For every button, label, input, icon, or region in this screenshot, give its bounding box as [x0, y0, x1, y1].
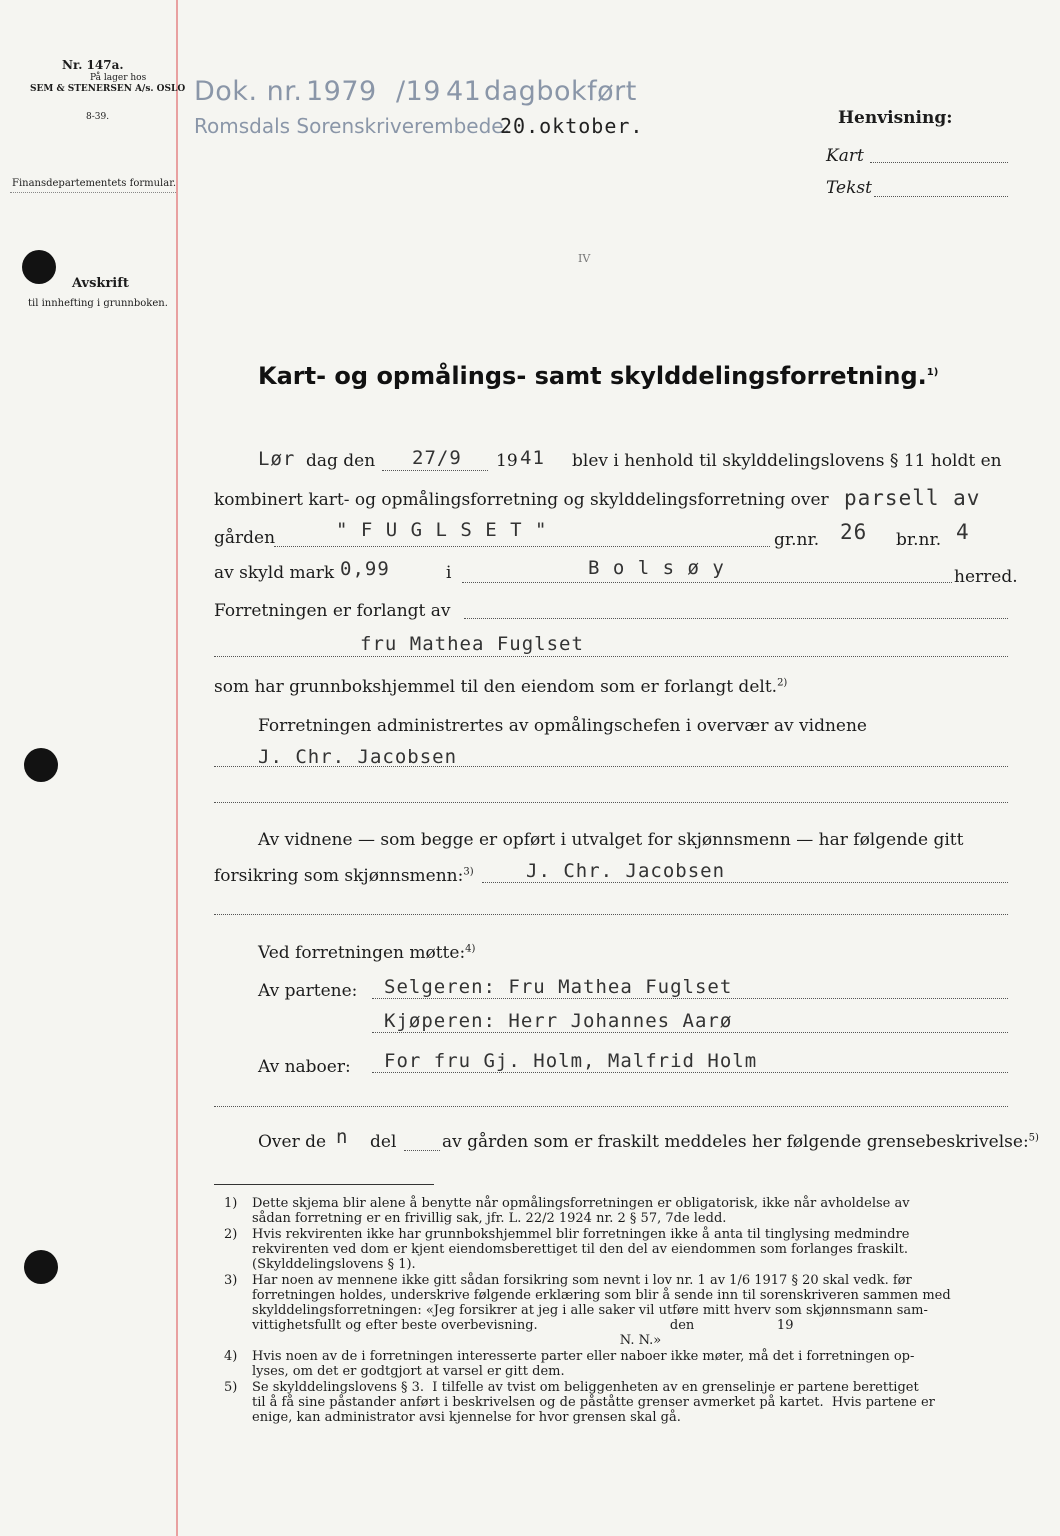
- date-line: [382, 470, 488, 471]
- herred-field: B o l s ø y: [588, 557, 725, 579]
- footnotes: [224, 1196, 1012, 1426]
- header-divider: [10, 192, 176, 193]
- year-field: 41: [520, 447, 545, 469]
- herred-label: herred.: [954, 567, 1018, 587]
- line2-text: kombinert kart- og opmålingsforretning og skylddelingsforretning over: [214, 490, 829, 510]
- avskrift-sub: til innhefting i grunnboken.: [28, 298, 168, 309]
- skjonn-line-2: [214, 914, 1008, 915]
- footnote-line: til å få sine påstander anført i beskrivelsen og de påståtte grenser avmerket på kartet. Hvis partene er: [252, 1395, 935, 1410]
- admin-line: Forretningen administrertes av opmålingschefen i overvær av vidnene: [258, 716, 867, 736]
- over-de-label: Over de: [258, 1132, 327, 1152]
- vidne-line-1: [214, 766, 1008, 767]
- footnote-4: [224, 1349, 1012, 1379]
- grunnbok-footnote-ref: 2): [777, 677, 788, 689]
- footnote-divider: [214, 1184, 434, 1185]
- selger-field: Selgeren: Fru Mathea Fuglset: [384, 976, 733, 998]
- day-field: Lør: [258, 448, 296, 470]
- department-label: Finansdepartementets formular.: [12, 178, 177, 189]
- tekst-field: [874, 196, 1008, 197]
- title-footnote-ref: 1): [926, 367, 939, 378]
- skjonn-line-1: [482, 882, 1008, 883]
- footnote-number: 1): [224, 1196, 238, 1211]
- footnote-line: skylddelingsforretningen: «Jeg forsikrer at jeg i alle saker vil utføre mitt hverv som skjønnsmann sam-: [252, 1303, 928, 1318]
- dag-den-label: dag den: [306, 451, 376, 471]
- form-date: 8-39.: [86, 112, 110, 122]
- forlangt-line: [464, 618, 1008, 619]
- naboer-label: Av naboer:: [258, 1057, 351, 1077]
- skyld-label: av skyld mark: [214, 563, 335, 583]
- grense-text: av gården som er fraskilt meddeles her følgende grensebeskrivelse:: [442, 1132, 1029, 1152]
- kjoper-line: [372, 1032, 1008, 1033]
- footnote-line: vittighetsfullt og efter beste overbevisning. den 19: [252, 1318, 794, 1333]
- stamp-dagbokfort: dagbokført: [484, 76, 637, 107]
- footnote-line: lyses, om det er godtgjort at varsel er gitt dem.: [252, 1364, 565, 1379]
- over-field: parsell av: [844, 486, 981, 510]
- herred-line: [462, 582, 952, 583]
- skjonn-field: J. Chr. Jacobsen: [526, 860, 726, 882]
- brnr-field: 4: [956, 520, 970, 544]
- naboer-line-2: [214, 1106, 1008, 1107]
- footnote-number: 4): [224, 1349, 238, 1364]
- footnote-number: 2): [224, 1227, 238, 1242]
- naboer-line: [372, 1072, 1008, 1073]
- footnote-line: Dette skjema blir alene å benytte når opmålingsforretningen er obligatorisk, ikke når avholdelse av: [252, 1196, 910, 1211]
- grnr-label: gr.nr.: [774, 530, 820, 550]
- stamp-dok-nr: Dok. nr.: [194, 76, 303, 107]
- footnote-line: N. N.»: [252, 1333, 662, 1348]
- brnr-label: br.nr.: [896, 530, 942, 550]
- henvisning-label: Henvisning:: [838, 108, 953, 128]
- footnote-line: (Skylddelingslovens § 1).: [252, 1257, 416, 1272]
- selger-line: [372, 998, 1008, 999]
- motte-text: Ved forretningen møtte:: [258, 943, 466, 963]
- grense-footnote-ref: 5): [1028, 1132, 1039, 1144]
- vidne-footnote-ref: 3): [463, 866, 474, 878]
- partene-label: Av partene:: [258, 981, 358, 1001]
- tekst-label: Tekst: [826, 178, 872, 198]
- publisher-line-1: På lager hos: [90, 73, 147, 83]
- garden-label: gården: [214, 528, 276, 548]
- footnote-1: [224, 1196, 1012, 1226]
- skyld-field: 0,99: [340, 558, 390, 580]
- title-text: Kart- og opmålings- samt skylddelingsforretning.: [258, 362, 927, 390]
- stamp-year-prefix: /19: [396, 76, 441, 107]
- del-label: del: [370, 1132, 397, 1152]
- margin-rule: [176, 0, 178, 1536]
- grense-line: [442, 1132, 1039, 1152]
- footnote-line: rekvirenten ved dom er kjent eiendomsberettiget til den del av eiendommen som forlanges fraskilt.: [252, 1242, 908, 1257]
- avskrift-label: Avskrift: [72, 276, 129, 291]
- over-de-field: n: [336, 1126, 349, 1148]
- garden-line: [274, 546, 770, 547]
- motte-label: [258, 943, 475, 963]
- kjoper-field: Kjøperen: Herr Johannes Aarø: [384, 1010, 733, 1032]
- footnote-line: Hvis rekvirenten ikke har grunnbokshjemmel blir forretningen ikke å anta til tinglysing medmindre: [252, 1227, 910, 1242]
- line1-text: blev i henhold til skylddelingslovens § 11 holdt en: [572, 451, 1002, 471]
- kart-field: [870, 162, 1008, 163]
- footnote-line: Se skylddelingslovens § 3. I tilfelle av tvist om beliggenheten av en grenselinje er partene berettiget: [252, 1380, 919, 1395]
- punch-hole-1: [22, 250, 56, 284]
- footnote-number: 3): [224, 1273, 238, 1288]
- footnote-number: 5): [224, 1380, 238, 1395]
- grunnbok-text: som har grunnbokshjemmel til den eiendom som er forlangt delt.: [214, 677, 778, 697]
- footnote-3: [224, 1273, 1012, 1348]
- footnote-2: [224, 1227, 1012, 1272]
- i-label: i: [446, 563, 452, 583]
- footnote-line: Har noen av mennene ikke gitt sådan forsikring som nevnt i lov nr. 1 av 1/6 1917 § 20 skal vedk. før: [252, 1273, 912, 1288]
- form-number: Nr. 147a.: [62, 58, 124, 72]
- kart-label: Kart: [826, 146, 864, 166]
- vidne-field: J. Chr. Jacobsen: [258, 746, 458, 768]
- footnote-line: sådan forretning er en frivillig sak, jfr. L. 22/2 1924 nr. 2 § 57, 7de ledd.: [252, 1211, 727, 1226]
- vidne-text-2-content: forsikring som skjønnsmenn:: [214, 866, 464, 886]
- date-field: 27/9: [412, 447, 462, 469]
- footnote-5: [224, 1380, 1012, 1425]
- grunnbok-line: [214, 677, 787, 697]
- roman-mark: IV: [578, 252, 591, 265]
- forlangt-line-2: [214, 656, 1008, 657]
- forlangt-field: fru Mathea Fuglset: [360, 633, 584, 655]
- footnote-line: forretningen holdes, underskrive følgende erklæring som blir å sende inn til sorenskriveren sammen med: [252, 1288, 951, 1303]
- del-line: [404, 1150, 440, 1151]
- vidne-line-2: [214, 802, 1008, 803]
- stamp-year-suffix: 41: [446, 76, 482, 107]
- vidne-text-2: [214, 866, 474, 886]
- footnote-line: Hvis noen av de i forretningen interesserte parter eller naboer ikke møter, må det i forretningen op-: [252, 1349, 915, 1364]
- naboer-field: For fru Gj. Holm, Malfrid Holm: [384, 1050, 758, 1072]
- stamp-date: 20.oktober.: [500, 114, 644, 138]
- year-prefix: 19: [496, 451, 518, 471]
- motte-footnote-ref: 4): [465, 943, 476, 955]
- page-title: [258, 362, 938, 390]
- publisher-line-2: SEM & STENERSEN A/s. OSLO: [30, 84, 186, 94]
- punch-hole-3: [24, 1250, 58, 1284]
- stamp-office: Romsdals Sorenskriverembede.: [194, 114, 510, 138]
- garden-field: " F U G L S E T ": [336, 519, 548, 541]
- footnote-line: enige, kan administrator avsi kjennelse for hvor grensen skal gå.: [252, 1410, 681, 1425]
- vidne-text-1: Av vidnene — som begge er opført i utvalget for skjønnsmenn — har følgende gitt: [258, 830, 964, 850]
- punch-hole-2: [24, 748, 58, 782]
- stamp-doc-number: 1979: [306, 76, 377, 107]
- forlangt-label: Forretningen er forlangt av: [214, 601, 451, 621]
- grnr-field: 26: [840, 520, 868, 544]
